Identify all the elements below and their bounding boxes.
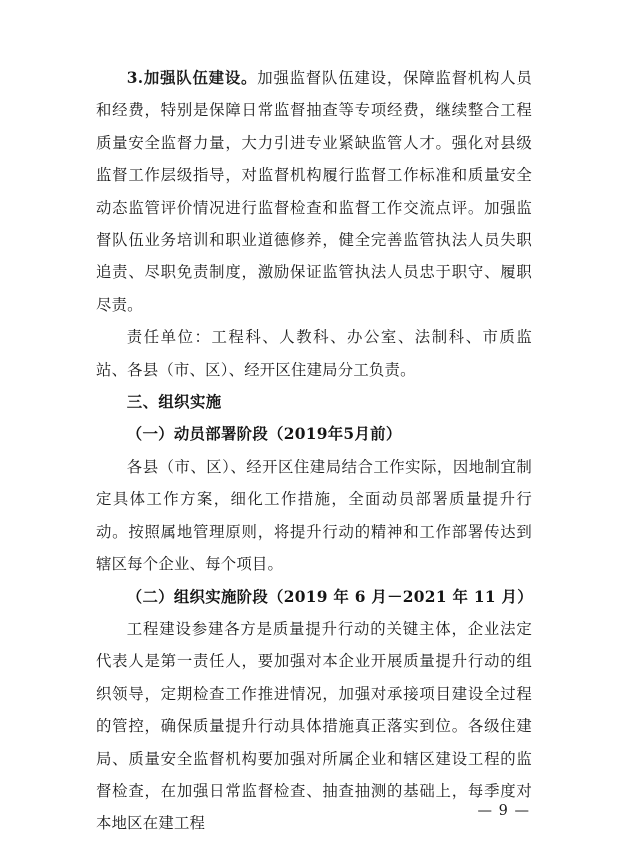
paragraph-lead-label: 3.加强队伍建设。: [126, 69, 258, 87]
paragraph-implementation-body: 工程建设参建各方是质量提升行动的关键主体，企业法定代表人是第一责任人，要加强对本企业开展质量提升行动的组织领导，定期检查工作推进情况，加强对承接项目建设全过程的管控，确保质量提升行动具体措施真正落实到位。各级住建局、质量安全监督机构要加强对所属企业和辖区建设工程的监督检查，在加强日常监督检查、抽查抽测的基础上，每季度对本地区在建工程: [96, 619, 532, 833]
paragraph-body-text: 加强监督队伍建设，保障监督机构人员和经费，特别是保障日常监督抽查等专项经费，继续整合工程质量安全监督力量，大力引进专业紧缺监管人才。强化对县级监督工作层级指导，对监督机构履行监督工作标准和质量安全动态监管评价情况进行监督检查和监督工作交流点评。加强监督队伍业务培训和职业道德修养，健全完善监管执法人员失职追责、尽职免责制度，激励保证监管执法人员忠于职守、履职尽责。: [96, 69, 532, 314]
paragraph-mobilization-body: 各县（市、区）、经开区住建局结合工作实际，因地制宜制定具体工作方案，细化工作措施，全面动员部署质量提升行动。按照属地管理原则，将提升行动的精神和工作部署传达到辖区每个企业、每个项目。: [96, 457, 532, 574]
subheading-implementation-phase: （二）组织实施阶段（2019 年 6 月－2021 年 11 月）: [126, 587, 533, 606]
page-content: [96, 62, 533, 833]
page-number: — 9 —: [477, 803, 530, 819]
paragraph-body-text: 责任单位：工程科、人教科、办公室、法制科、市质监站、各县（市、区）、经开区住建局分工负责。: [96, 328, 532, 379]
section-heading-organization: 三、组织实施: [126, 393, 222, 412]
paragraph-responsible-units: [96, 321, 532, 386]
subheading-mobilization-phase: （一）动员部署阶段（2019年5月前）: [126, 425, 402, 444]
paragraph-strengthen-team: [96, 62, 532, 321]
